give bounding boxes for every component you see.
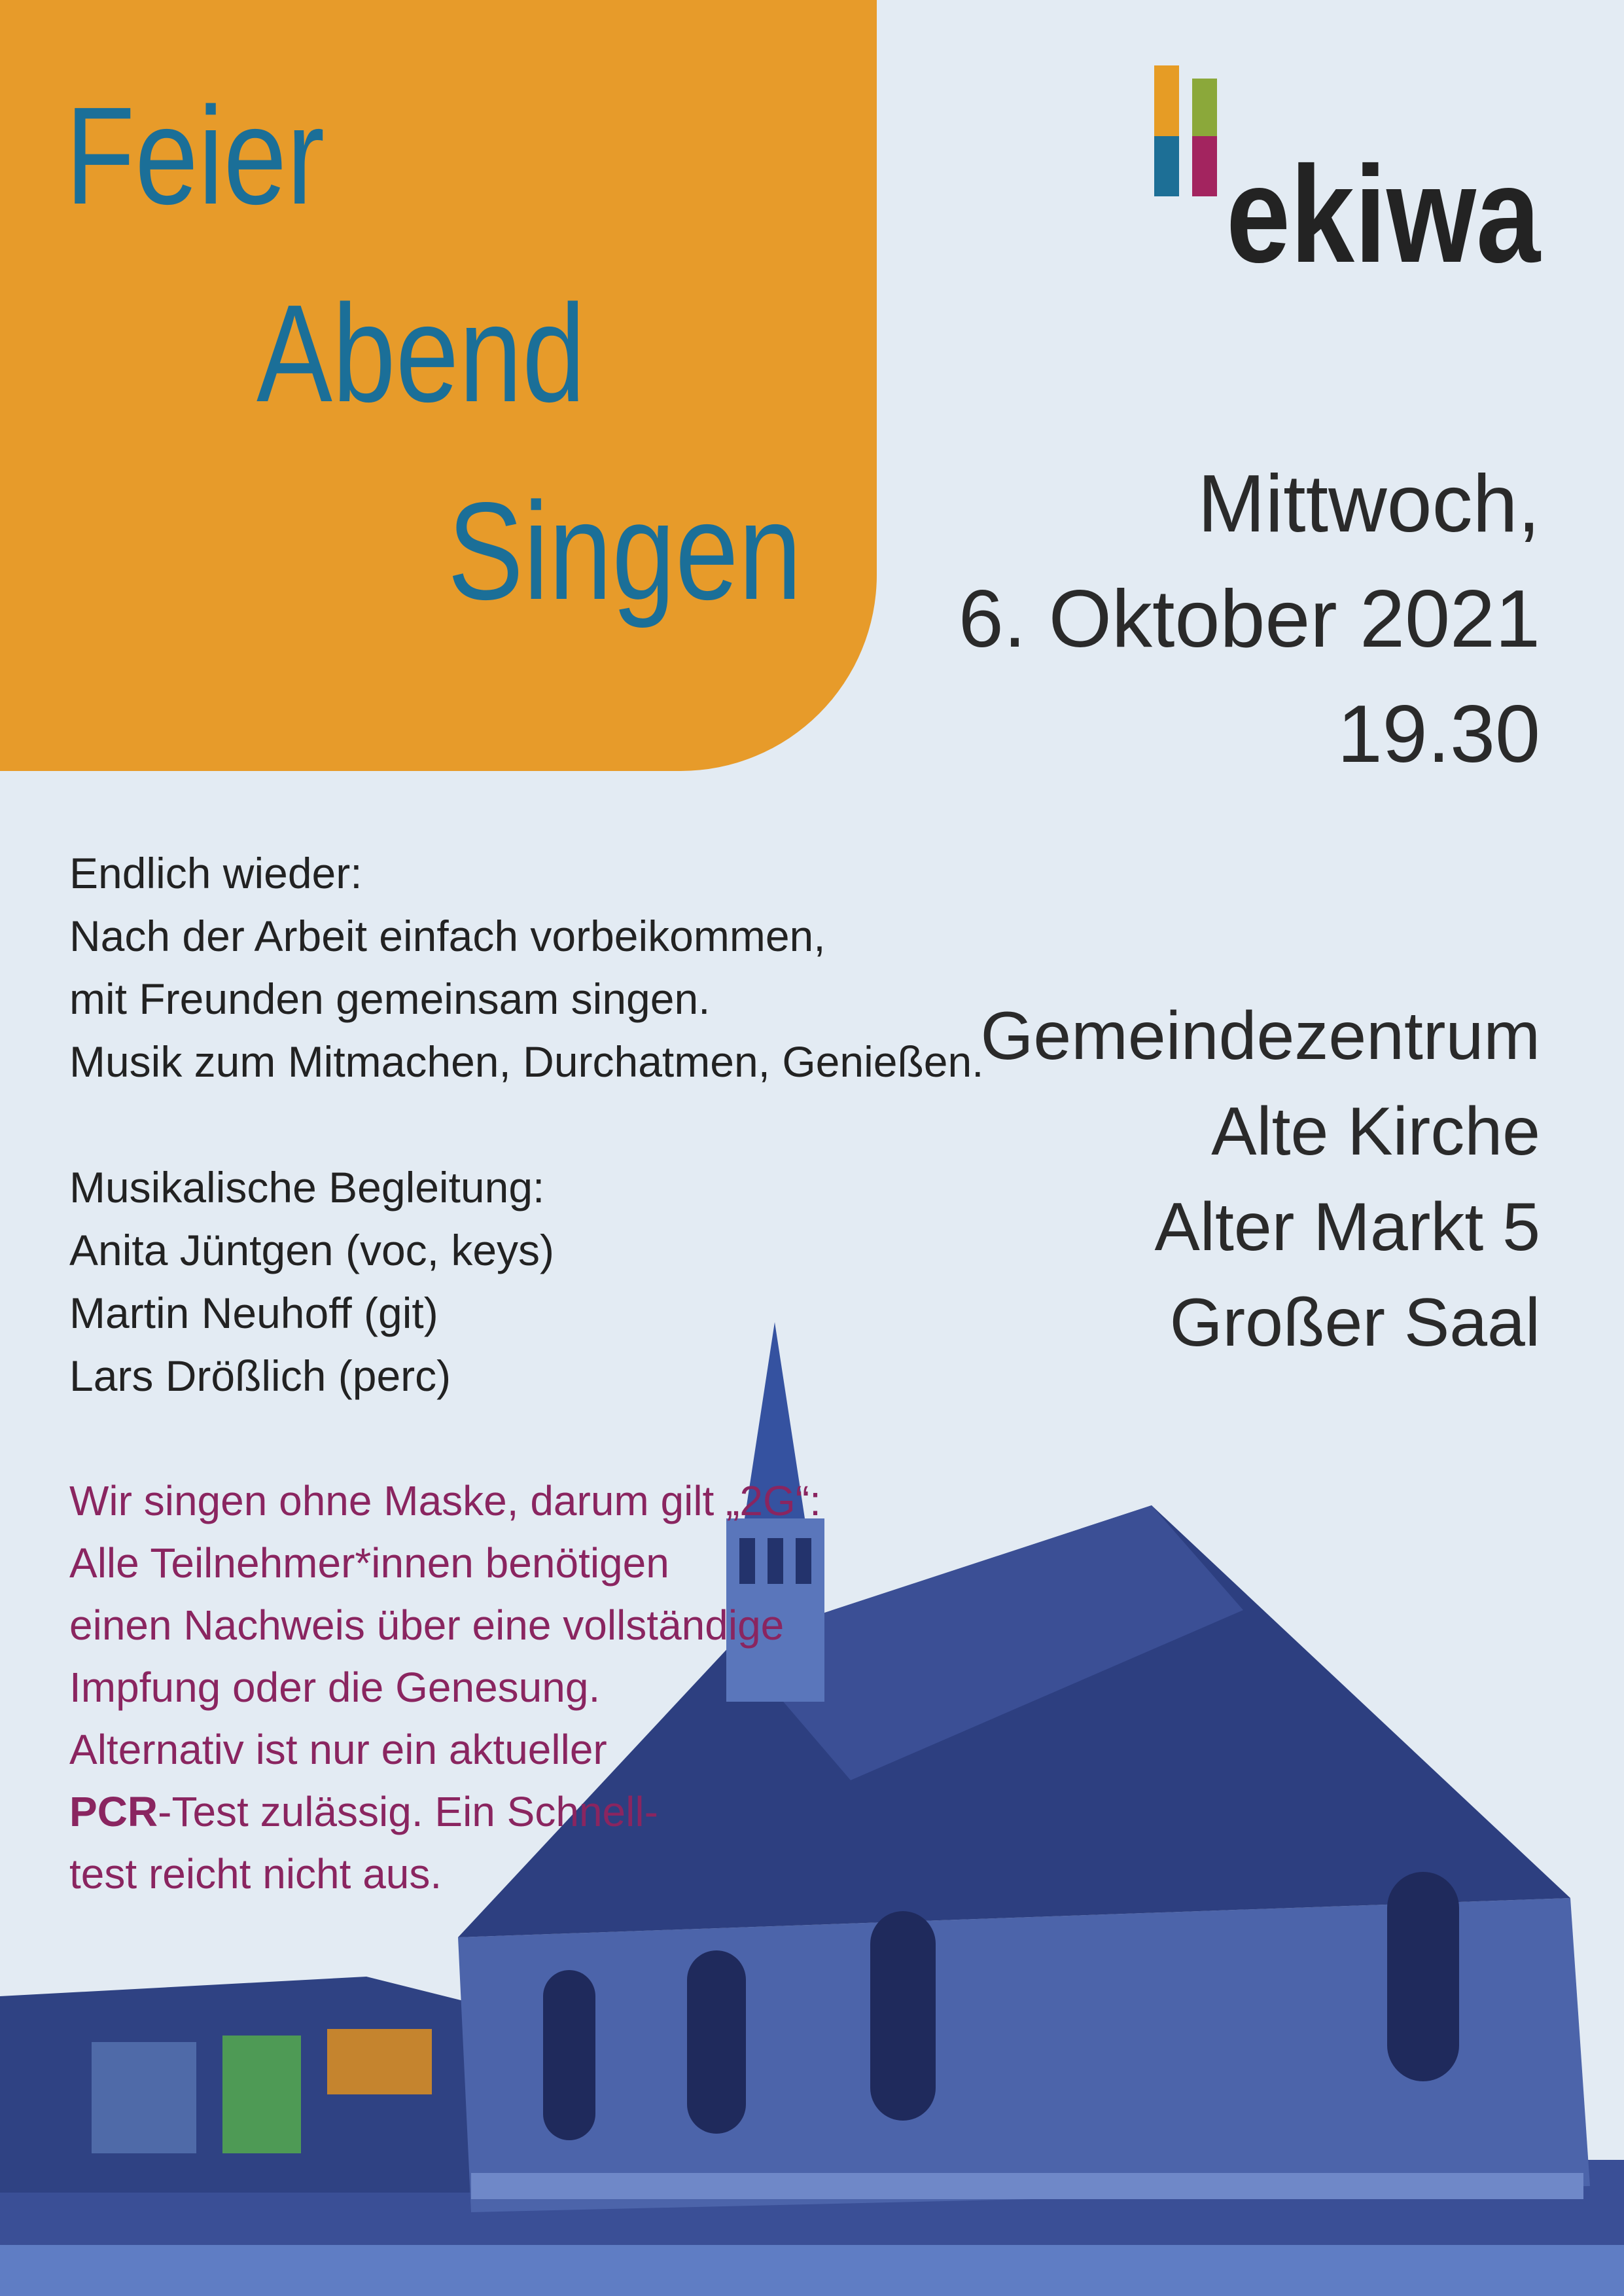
intro-line: mit Freunden gemeinsam singen. — [69, 975, 711, 1023]
logo-bar-orange — [1154, 65, 1179, 136]
covid-line: Alle Teilnehmer*innen benötigen — [69, 1539, 669, 1587]
covid-notice — [69, 1470, 821, 1905]
title-abend: Abend — [256, 276, 586, 431]
venue-block — [980, 988, 1540, 1371]
covid-line: Impfung oder die Genesung. — [69, 1664, 601, 1711]
covid-line: Wir singen ohne Maske, darum gilt „2G“: — [69, 1477, 821, 1524]
church-window — [1387, 1872, 1459, 2081]
intro-line: Nach der Arbeit einfach vorbeikommen, — [69, 912, 826, 960]
church-window — [870, 1911, 936, 2121]
logo-bar-blue — [1154, 136, 1179, 196]
musician-line: Lars Drößlich (perc) — [69, 1352, 451, 1400]
left-building-window-green — [222, 2036, 301, 2153]
venue-line: Alter Markt 5 — [1154, 1189, 1540, 1265]
title-feier: Feier — [65, 78, 325, 233]
logo-bar-green — [1192, 79, 1217, 136]
left-building-window-blue — [92, 2042, 196, 2153]
intro-line: Endlich wieder: — [69, 849, 362, 897]
covid-line: Alternativ ist nur ein aktueller — [69, 1726, 607, 1773]
covid-line: test reicht nicht aus. — [69, 1850, 442, 1897]
logo-wordmark: ekiwa — [1226, 137, 1542, 291]
pcr-highlight: PCR — [69, 1788, 158, 1835]
intro-line: Musik zum Mitmachen, Durchatmen, Genießen. — [69, 1037, 984, 1086]
intro-text — [69, 842, 984, 1093]
left-building-window-orange — [327, 2029, 432, 2094]
foreground-step — [0, 2245, 1624, 2296]
venue-line: Großer Saal — [1169, 1285, 1540, 1361]
event-weekday: Mittwoch, — [1197, 459, 1540, 549]
ekiwa-logo — [1154, 65, 1542, 291]
event-date: 6. Oktober 2021 — [958, 574, 1540, 664]
church-steps — [471, 2173, 1583, 2199]
church-window — [687, 1950, 746, 2134]
pcr-rest: -Test zulässig. Ein Schnell- — [158, 1788, 658, 1835]
musician-line: Martin Neuhoff (git) — [69, 1289, 438, 1337]
event-date-block — [959, 446, 1540, 792]
musician-line: Anita Jüntgen (voc, keys) — [69, 1226, 555, 1274]
title-singen: Singen — [448, 473, 802, 628]
church-window — [543, 1970, 595, 2140]
logo-bar-purple — [1192, 136, 1217, 196]
event-time: 19.30 — [1337, 689, 1540, 780]
music-heading: Musikalische Begleitung: — [69, 1163, 545, 1211]
venue-line: Alte Kirche — [1211, 1094, 1540, 1170]
venue-line: Gemeindezentrum — [980, 998, 1540, 1074]
covid-line-pcr — [69, 1781, 821, 1843]
covid-line: einen Nachweis über eine vollständige — [69, 1602, 785, 1649]
title-block — [0, 0, 877, 771]
